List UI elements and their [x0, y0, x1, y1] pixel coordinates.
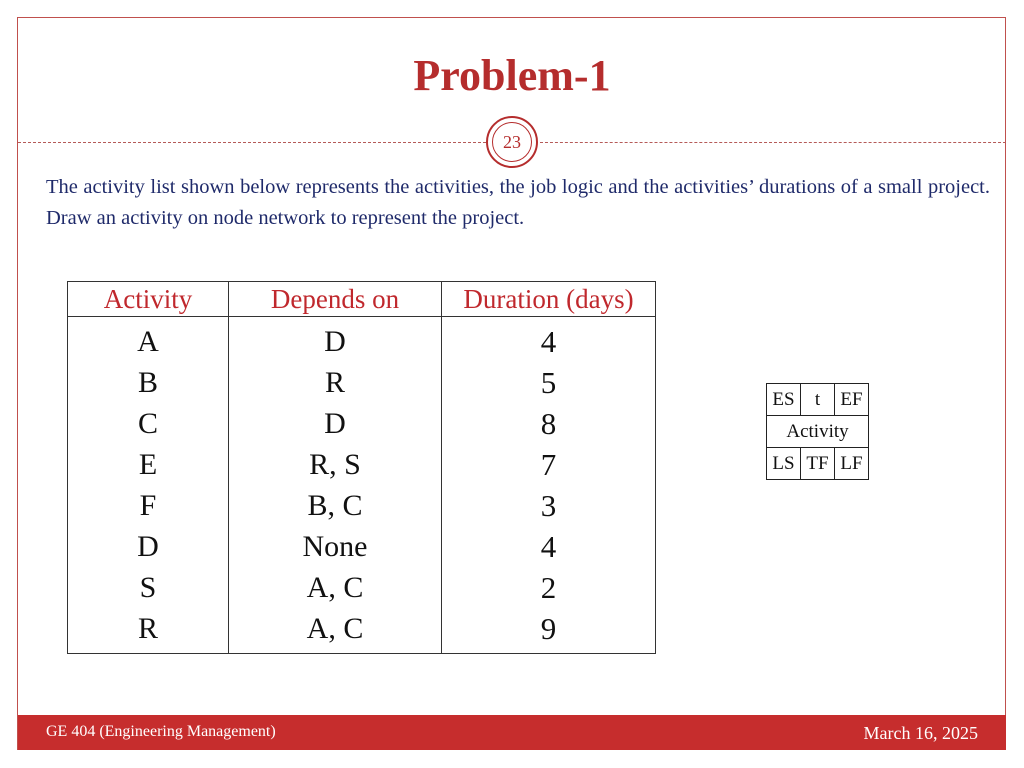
activity-cell: C: [137, 407, 158, 440]
activity-column: [68, 317, 229, 654]
activity-cell: F: [139, 489, 157, 522]
depends-on-cell: None: [302, 530, 368, 563]
duration-cell: 2: [540, 570, 557, 605]
page-number-badge: [486, 116, 538, 168]
activity-cell: R: [137, 612, 158, 645]
duration-cell: 4: [540, 324, 557, 359]
divider-left: [18, 142, 486, 143]
depends-on-cell: B, C: [307, 489, 363, 522]
intro-paragraph: The activity list shown below represents the activities, the job logic and the activities’ durations of a small project. Draw an activity on node network to represent the project.: [46, 176, 990, 229]
header-duration: Duration (days): [442, 282, 656, 317]
footer-bar: [18, 715, 1006, 750]
legend-es: ES: [767, 384, 801, 416]
duration-cell: 8: [540, 406, 557, 441]
duration-cell: 5: [540, 365, 557, 400]
activity-cell: E: [138, 448, 158, 481]
depends-on-cell: D: [324, 325, 346, 358]
depends-on-cell: A, C: [306, 571, 364, 604]
depends-on-column: [229, 317, 442, 654]
legend-ls: LS: [767, 448, 801, 480]
activity-table: [67, 281, 656, 654]
depends-on-cell: R: [324, 366, 345, 399]
legend-lf: LF: [835, 448, 869, 480]
activity-cell: B: [137, 366, 158, 399]
legend-ef: EF: [835, 384, 869, 416]
duration-cell: 9: [540, 611, 557, 646]
node-legend: [766, 383, 869, 480]
activity-cell: D: [137, 530, 159, 563]
duration-cell: 4: [540, 529, 557, 564]
legend-t: t: [801, 384, 835, 416]
slide-title: Problem-1: [413, 51, 611, 100]
page-number: 23: [492, 122, 532, 162]
activity-cell: S: [139, 571, 157, 604]
legend-tf: TF: [801, 448, 835, 480]
header-depends-on: Depends on: [229, 282, 442, 317]
depends-on-cell: D: [324, 407, 346, 440]
depends-on-cell: R, S: [309, 448, 361, 481]
footer-date: March 16, 2025: [863, 723, 978, 743]
table-header-row: [68, 282, 656, 317]
duration-cell: 3: [540, 488, 557, 523]
table-body-row: [68, 317, 656, 654]
header-activity: Activity: [68, 282, 229, 317]
duration-cell: 7: [540, 447, 557, 482]
legend-activity: Activity: [767, 416, 869, 448]
duration-column: [442, 317, 656, 654]
depends-on-cell: A, C: [306, 612, 364, 645]
activity-cell: A: [137, 325, 159, 358]
divider-right: [540, 142, 1006, 143]
footer-course: GE 404 (Engineering Management): [46, 723, 276, 740]
